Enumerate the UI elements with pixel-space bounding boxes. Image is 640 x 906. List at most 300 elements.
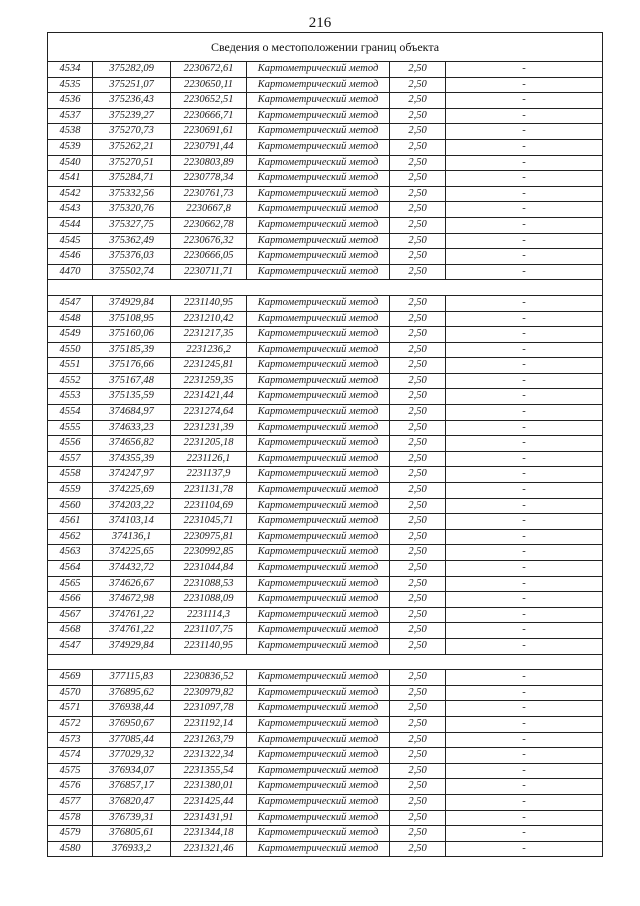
y-coordinate-cell: 2231274,64 [171,405,247,421]
y-coordinate-cell: 2230778,34 [171,171,247,187]
point-number-cell: 4575 [48,763,93,779]
table-row [48,389,603,405]
method-cell: Картометрический метод [247,405,390,421]
table-row [48,311,603,327]
accuracy-cell: 2,50 [390,748,446,764]
accuracy-cell: 2,50 [390,311,446,327]
description-cell: - [446,62,603,78]
method-cell: Картометрический метод [247,124,390,140]
description-cell: - [446,623,603,639]
table-row [48,233,603,249]
method-cell: Картометрический метод [247,592,390,608]
description-cell: - [446,327,603,343]
x-coordinate-cell: 375239,27 [93,108,171,124]
x-coordinate-cell: 376938,44 [93,701,171,717]
y-coordinate-cell: 2230803,89 [171,155,247,171]
point-number-cell: 4534 [48,62,93,78]
point-number-cell: 4572 [48,716,93,732]
description-cell: - [446,576,603,592]
method-cell: Картометрический метод [247,748,390,764]
method-cell: Картометрический метод [247,295,390,311]
x-coordinate-cell: 375502,74 [93,264,171,280]
point-number-cell: 4551 [48,358,93,374]
boundary-table [47,32,603,857]
point-number-cell: 4546 [48,249,93,265]
x-coordinate-cell: 374761,22 [93,623,171,639]
accuracy-cell: 2,50 [390,389,446,405]
x-coordinate-cell: 374656,82 [93,436,171,452]
y-coordinate-cell: 2231045,71 [171,514,247,530]
y-coordinate-cell: 2231231,39 [171,420,247,436]
point-number-cell: 4571 [48,701,93,717]
x-coordinate-cell: 374929,84 [93,295,171,311]
point-number-cell: 4562 [48,529,93,545]
table-row [48,62,603,78]
description-cell: - [446,342,603,358]
table-row [48,202,603,218]
accuracy-cell: 2,50 [390,638,446,654]
table-row [48,748,603,764]
method-cell: Картометрический метод [247,514,390,530]
method-cell: Картометрический метод [247,233,390,249]
y-coordinate-cell: 2231321,46 [171,841,247,857]
page-number: 216 [308,15,332,31]
y-coordinate-cell: 2231421,44 [171,389,247,405]
table-row [48,670,603,686]
method-cell: Картометрический метод [247,701,390,717]
accuracy-cell: 2,50 [390,264,446,280]
point-number-cell: 4554 [48,405,93,421]
table-row [48,373,603,389]
y-coordinate-cell: 2230975,81 [171,529,247,545]
description-cell: - [446,358,603,374]
table-row [48,93,603,109]
y-coordinate-cell: 2230666,05 [171,249,247,265]
table-row [48,108,603,124]
y-coordinate-cell: 2231044,84 [171,561,247,577]
table-row [48,638,603,654]
description-cell: - [446,748,603,764]
group-separator-row [48,280,603,296]
accuracy-cell: 2,50 [390,186,446,202]
point-number-cell: 4547 [48,295,93,311]
point-number-cell: 4537 [48,108,93,124]
method-cell: Картометрический метод [247,186,390,202]
table-row [48,249,603,265]
method-cell: Картометрический метод [247,763,390,779]
x-coordinate-cell: 374626,67 [93,576,171,592]
description-cell: - [446,483,603,499]
table-row [48,405,603,421]
y-coordinate-cell: 2231344,18 [171,826,247,842]
accuracy-cell: 2,50 [390,233,446,249]
point-number-cell: 4580 [48,841,93,857]
x-coordinate-cell: 374103,14 [93,514,171,530]
description-cell: - [446,810,603,826]
accuracy-cell: 2,50 [390,498,446,514]
x-coordinate-cell: 377085,44 [93,732,171,748]
accuracy-cell: 2,50 [390,108,446,124]
point-number-cell: 4536 [48,93,93,109]
y-coordinate-cell: 2231425,44 [171,794,247,810]
accuracy-cell: 2,50 [390,436,446,452]
point-number-cell: 4569 [48,670,93,686]
y-coordinate-cell: 2231107,75 [171,623,247,639]
method-cell: Картометрический метод [247,623,390,639]
y-coordinate-cell: 2230672,61 [171,62,247,78]
description-cell: - [446,592,603,608]
x-coordinate-cell: 375282,09 [93,62,171,78]
accuracy-cell: 2,50 [390,779,446,795]
method-cell: Картометрический метод [247,264,390,280]
accuracy-cell: 2,50 [390,592,446,608]
x-coordinate-cell: 376820,47 [93,794,171,810]
method-cell: Картометрический метод [247,358,390,374]
x-coordinate-cell: 375135,59 [93,389,171,405]
description-cell: - [446,405,603,421]
table-row [48,732,603,748]
point-number-cell: 4566 [48,592,93,608]
accuracy-cell: 2,50 [390,420,446,436]
point-number-cell: 4544 [48,217,93,233]
x-coordinate-cell: 375376,03 [93,249,171,265]
description-cell: - [446,108,603,124]
accuracy-cell: 2,50 [390,514,446,530]
table-row [48,701,603,717]
y-coordinate-cell: 2231126,1 [171,451,247,467]
description-cell: - [446,186,603,202]
point-number-cell: 4543 [48,202,93,218]
description-cell: - [446,732,603,748]
table-row [48,561,603,577]
method-cell: Картометрический метод [247,467,390,483]
table-row [48,529,603,545]
point-number-cell: 4568 [48,623,93,639]
accuracy-cell: 2,50 [390,62,446,78]
accuracy-cell: 2,50 [390,607,446,623]
description-cell: - [446,841,603,857]
accuracy-cell: 2,50 [390,732,446,748]
method-cell: Картометрический метод [247,810,390,826]
accuracy-cell: 2,50 [390,139,446,155]
accuracy-cell: 2,50 [390,561,446,577]
x-coordinate-cell: 375262,21 [93,139,171,155]
point-number-cell: 4553 [48,389,93,405]
method-cell: Картометрический метод [247,794,390,810]
y-coordinate-cell: 2231322,34 [171,748,247,764]
accuracy-cell: 2,50 [390,77,446,93]
point-number-cell: 4538 [48,124,93,140]
method-cell: Картометрический метод [247,436,390,452]
table-title: Сведения о местоположении границ объекта [48,33,603,62]
accuracy-cell: 2,50 [390,295,446,311]
method-cell: Картометрический метод [247,779,390,795]
method-cell: Картометрический метод [247,607,390,623]
y-coordinate-cell: 2230761,73 [171,186,247,202]
point-number-cell: 4574 [48,748,93,764]
accuracy-cell: 2,50 [390,763,446,779]
table-row [48,576,603,592]
method-cell: Картометрический метод [247,389,390,405]
description-cell: - [446,77,603,93]
description-cell: - [446,202,603,218]
table-row [48,124,603,140]
description-cell: - [446,264,603,280]
x-coordinate-cell: 375270,51 [93,155,171,171]
accuracy-cell: 2,50 [390,670,446,686]
x-coordinate-cell: 374672,98 [93,592,171,608]
table-row [48,342,603,358]
point-number-cell: 4579 [48,826,93,842]
table-row [48,685,603,701]
x-coordinate-cell: 375167,48 [93,373,171,389]
point-number-cell: 4576 [48,779,93,795]
table-row [48,592,603,608]
accuracy-cell: 2,50 [390,451,446,467]
method-cell: Картометрический метод [247,561,390,577]
x-coordinate-cell: 376739,31 [93,810,171,826]
method-cell: Картометрический метод [247,139,390,155]
x-coordinate-cell: 376934,07 [93,763,171,779]
method-cell: Картометрический метод [247,202,390,218]
description-cell: - [446,420,603,436]
point-number-cell: 4542 [48,186,93,202]
point-number-cell: 4573 [48,732,93,748]
table-row [48,467,603,483]
description-cell: - [446,670,603,686]
y-coordinate-cell: 2230667,8 [171,202,247,218]
table-row [48,451,603,467]
table-row [48,716,603,732]
point-number-cell: 4541 [48,171,93,187]
accuracy-cell: 2,50 [390,124,446,140]
description-cell: - [446,295,603,311]
description-cell: - [446,249,603,265]
description-cell: - [446,389,603,405]
table-row [48,498,603,514]
point-number-cell: 4560 [48,498,93,514]
x-coordinate-cell: 374136,1 [93,529,171,545]
point-number-cell: 4545 [48,233,93,249]
method-cell: Картометрический метод [247,576,390,592]
x-coordinate-cell: 375251,07 [93,77,171,93]
x-coordinate-cell: 375327,75 [93,217,171,233]
table-row [48,139,603,155]
x-coordinate-cell: 374633,23 [93,420,171,436]
y-coordinate-cell: 2230836,52 [171,670,247,686]
accuracy-cell: 2,50 [390,405,446,421]
point-number-cell: 4539 [48,139,93,155]
description-cell: - [446,93,603,109]
table-row [48,186,603,202]
accuracy-cell: 2,50 [390,576,446,592]
point-number-cell: 4565 [48,576,93,592]
accuracy-cell: 2,50 [390,467,446,483]
point-number-cell: 4558 [48,467,93,483]
table-row [48,514,603,530]
x-coordinate-cell: 375270,73 [93,124,171,140]
table-row [48,155,603,171]
y-coordinate-cell: 2231210,42 [171,311,247,327]
group-separator-cell [48,280,603,296]
y-coordinate-cell: 2230650,11 [171,77,247,93]
method-cell: Картометрический метод [247,545,390,561]
method-cell: Картометрический метод [247,155,390,171]
description-cell: - [446,451,603,467]
y-coordinate-cell: 2230691,61 [171,124,247,140]
method-cell: Картометрический метод [247,311,390,327]
y-coordinate-cell: 2231205,18 [171,436,247,452]
x-coordinate-cell: 377029,32 [93,748,171,764]
accuracy-cell: 2,50 [390,483,446,499]
accuracy-cell: 2,50 [390,93,446,109]
table-row [48,77,603,93]
description-cell: - [446,701,603,717]
accuracy-cell: 2,50 [390,327,446,343]
point-number-cell: 4550 [48,342,93,358]
y-coordinate-cell: 2231140,95 [171,295,247,311]
y-coordinate-cell: 2231259,35 [171,373,247,389]
point-number-cell: 4564 [48,561,93,577]
x-coordinate-cell: 376895,62 [93,685,171,701]
y-coordinate-cell: 2231131,78 [171,483,247,499]
accuracy-cell: 2,50 [390,217,446,233]
x-coordinate-cell: 374247,97 [93,467,171,483]
accuracy-cell: 2,50 [390,841,446,857]
y-coordinate-cell: 2231355,54 [171,763,247,779]
accuracy-cell: 2,50 [390,171,446,187]
x-coordinate-cell: 374684,97 [93,405,171,421]
method-cell: Картометрический метод [247,62,390,78]
point-number-cell: 4567 [48,607,93,623]
y-coordinate-cell: 2231140,95 [171,638,247,654]
table-row [48,841,603,857]
x-coordinate-cell: 374929,84 [93,638,171,654]
x-coordinate-cell: 374203,22 [93,498,171,514]
y-coordinate-cell: 2231380,01 [171,779,247,795]
accuracy-cell: 2,50 [390,810,446,826]
table-row [48,779,603,795]
y-coordinate-cell: 2230666,71 [171,108,247,124]
x-coordinate-cell: 374432,72 [93,561,171,577]
method-cell: Картометрический метод [247,451,390,467]
table-row [48,295,603,311]
title-row [48,33,603,62]
point-number-cell: 4559 [48,483,93,499]
accuracy-cell: 2,50 [390,342,446,358]
y-coordinate-cell: 2230676,32 [171,233,247,249]
point-number-cell: 4547 [48,638,93,654]
x-coordinate-cell: 374225,65 [93,545,171,561]
group-separator-cell [48,654,603,670]
description-cell: - [446,529,603,545]
method-cell: Картометрический метод [247,638,390,654]
y-coordinate-cell: 2231088,09 [171,592,247,608]
point-number-cell: 4548 [48,311,93,327]
method-cell: Картометрический метод [247,249,390,265]
description-cell: - [446,171,603,187]
description-cell: - [446,763,603,779]
accuracy-cell: 2,50 [390,373,446,389]
accuracy-cell: 2,50 [390,685,446,701]
method-cell: Картометрический метод [247,483,390,499]
accuracy-cell: 2,50 [390,358,446,374]
method-cell: Картометрический метод [247,670,390,686]
point-number-cell: 4570 [48,685,93,701]
description-cell: - [446,436,603,452]
description-cell: - [446,498,603,514]
y-coordinate-cell: 2231137,9 [171,467,247,483]
description-cell: - [446,638,603,654]
method-cell: Картометрический метод [247,108,390,124]
x-coordinate-cell: 376805,61 [93,826,171,842]
x-coordinate-cell: 375284,71 [93,171,171,187]
x-coordinate-cell: 375176,66 [93,358,171,374]
point-number-cell: 4577 [48,794,93,810]
y-coordinate-cell: 2231245,81 [171,358,247,374]
table-row [48,794,603,810]
x-coordinate-cell: 375160,06 [93,327,171,343]
point-number-cell: 4470 [48,264,93,280]
y-coordinate-cell: 2231431,91 [171,810,247,826]
description-cell: - [446,716,603,732]
point-number-cell: 4555 [48,420,93,436]
table-row [48,623,603,639]
accuracy-cell: 2,50 [390,794,446,810]
table-row [48,436,603,452]
y-coordinate-cell: 2231097,78 [171,701,247,717]
x-coordinate-cell: 377115,83 [93,670,171,686]
method-cell: Картометрический метод [247,732,390,748]
table-row [48,483,603,499]
description-cell: - [446,155,603,171]
description-cell: - [446,124,603,140]
point-number-cell: 4552 [48,373,93,389]
table-row [48,327,603,343]
description-cell: - [446,685,603,701]
accuracy-cell: 2,50 [390,826,446,842]
table-row [48,826,603,842]
method-cell: Картометрический метод [247,529,390,545]
point-number-cell: 4561 [48,514,93,530]
y-coordinate-cell: 2231263,79 [171,732,247,748]
table-row [48,545,603,561]
group-separator-row [48,654,603,670]
method-cell: Картометрический метод [247,77,390,93]
table-row [48,420,603,436]
accuracy-cell: 2,50 [390,623,446,639]
method-cell: Картометрический метод [247,373,390,389]
description-cell: - [446,373,603,389]
y-coordinate-cell: 2230652,51 [171,93,247,109]
x-coordinate-cell: 375236,43 [93,93,171,109]
y-coordinate-cell: 2231217,35 [171,327,247,343]
x-coordinate-cell: 376857,17 [93,779,171,795]
accuracy-cell: 2,50 [390,545,446,561]
x-coordinate-cell: 375108,95 [93,311,171,327]
description-cell: - [446,607,603,623]
description-cell: - [446,561,603,577]
y-coordinate-cell: 2231104,69 [171,498,247,514]
y-coordinate-cell: 2231192,14 [171,716,247,732]
method-cell: Картометрический метод [247,420,390,436]
point-number-cell: 4578 [48,810,93,826]
table-row [48,358,603,374]
point-number-cell: 4549 [48,327,93,343]
point-number-cell: 4563 [48,545,93,561]
x-coordinate-cell: 376950,67 [93,716,171,732]
method-cell: Картометрический метод [247,93,390,109]
